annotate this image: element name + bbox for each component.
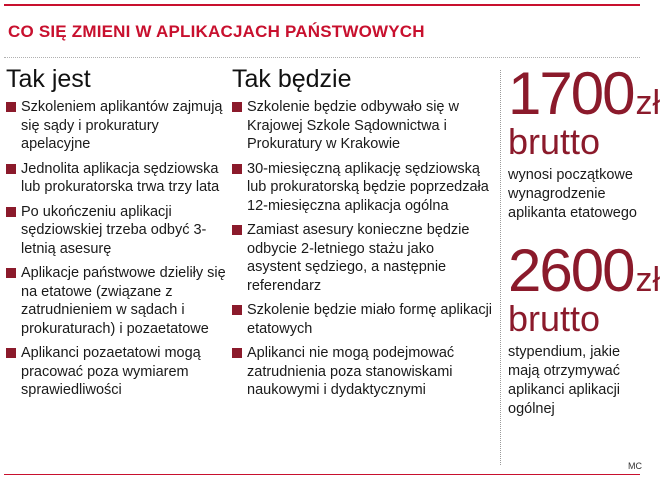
item-text: Zamiast asesury konieczne będzie odbycie 2-letniego stażu jako asystent sędziego, a następnie referendarz [247,222,470,294]
stat-value: 2600 [508,237,634,304]
stat-block-salary [508,60,660,223]
title-divider [4,57,640,58]
list-item [4,344,226,400]
item-text: Po ukończeniu aplikacji sędziowskiej trzeba odbyć 3-letnią asesurę [21,203,207,257]
stat-value: 1700 [508,60,634,127]
list-item [230,221,492,295]
square-bullet-icon [232,305,242,315]
item-list [230,98,492,400]
stats-panel [508,60,660,419]
item-list [4,98,226,400]
list-item [4,264,226,338]
item-text: Szkolenie będzie odbywało się w Krajowej Szkole Sądownictwa i Prokuratury w Krakowie [247,99,459,152]
column-heading: Tak będzie [232,65,352,93]
list-item [4,160,226,197]
square-bullet-icon [232,102,242,112]
list-item [4,203,226,259]
square-bullet-icon [232,164,242,174]
bottom-divider [4,474,640,475]
list-item [230,301,492,338]
square-bullet-icon [6,207,16,217]
list-item [230,344,492,400]
stat-amount [508,60,660,127]
stat-qualifier: brutto [508,298,601,339]
square-bullet-icon [6,164,16,174]
item-text: Aplikacje państwowe dzieliły się na etatowe (związane z zatrudnieniem w sądach i prokuraturach) i pozaetatowe [21,265,226,337]
list-item [4,98,226,154]
column-divider [500,70,501,465]
item-text: Jednolita aplikacja sędziowska lub prokuratorska trwa trzy lata [21,160,220,195]
stat-unit: zł [635,84,660,122]
item-text: Szkoleniem aplikantów zajmują się sądy i prokuratury apelacyjne [21,99,223,152]
item-text: Szkolenie będzie miało formę aplikacji etatowych [247,302,493,337]
square-bullet-icon [6,102,16,112]
column-tak-bedzie [230,64,492,406]
header [4,4,640,56]
column-tak-jest [4,64,226,406]
author-credit: MC [628,461,642,471]
square-bullet-icon [232,225,242,235]
stat-description: wynosi początkowe wynagrodzenie aplikanta etatowego [508,167,637,221]
item-text: Aplikanci pozaetatowi mogą pracować poza wymiarem sprawiedliwości [21,345,201,398]
square-bullet-icon [232,348,242,358]
square-bullet-icon [6,348,16,358]
stat-unit: zł [635,261,660,299]
square-bullet-icon [6,268,16,278]
page-title: CO SIĘ ZMIENI W APLIKACJACH PAŃSTWOWYCH [8,22,425,41]
column-heading: Tak jest [6,65,91,93]
item-text: Aplikanci nie mogą podejmować zatrudnienia poza stanowiskami naukowymi i dydaktycznymi [247,345,455,398]
item-text: 30-miesięczną aplikację sędziowską lub prokuratorską będzie poprzedzała 12-miesięczna aplikacja ogólna [247,160,489,214]
stat-description: stypendium, jakie mają otrzymywać aplikanci aplikacji ogólnej [508,344,621,417]
list-item [230,98,492,154]
stat-block-stipend [508,237,660,419]
stat-amount [508,237,660,304]
list-item [230,160,492,216]
stat-qualifier: brutto [508,121,601,162]
